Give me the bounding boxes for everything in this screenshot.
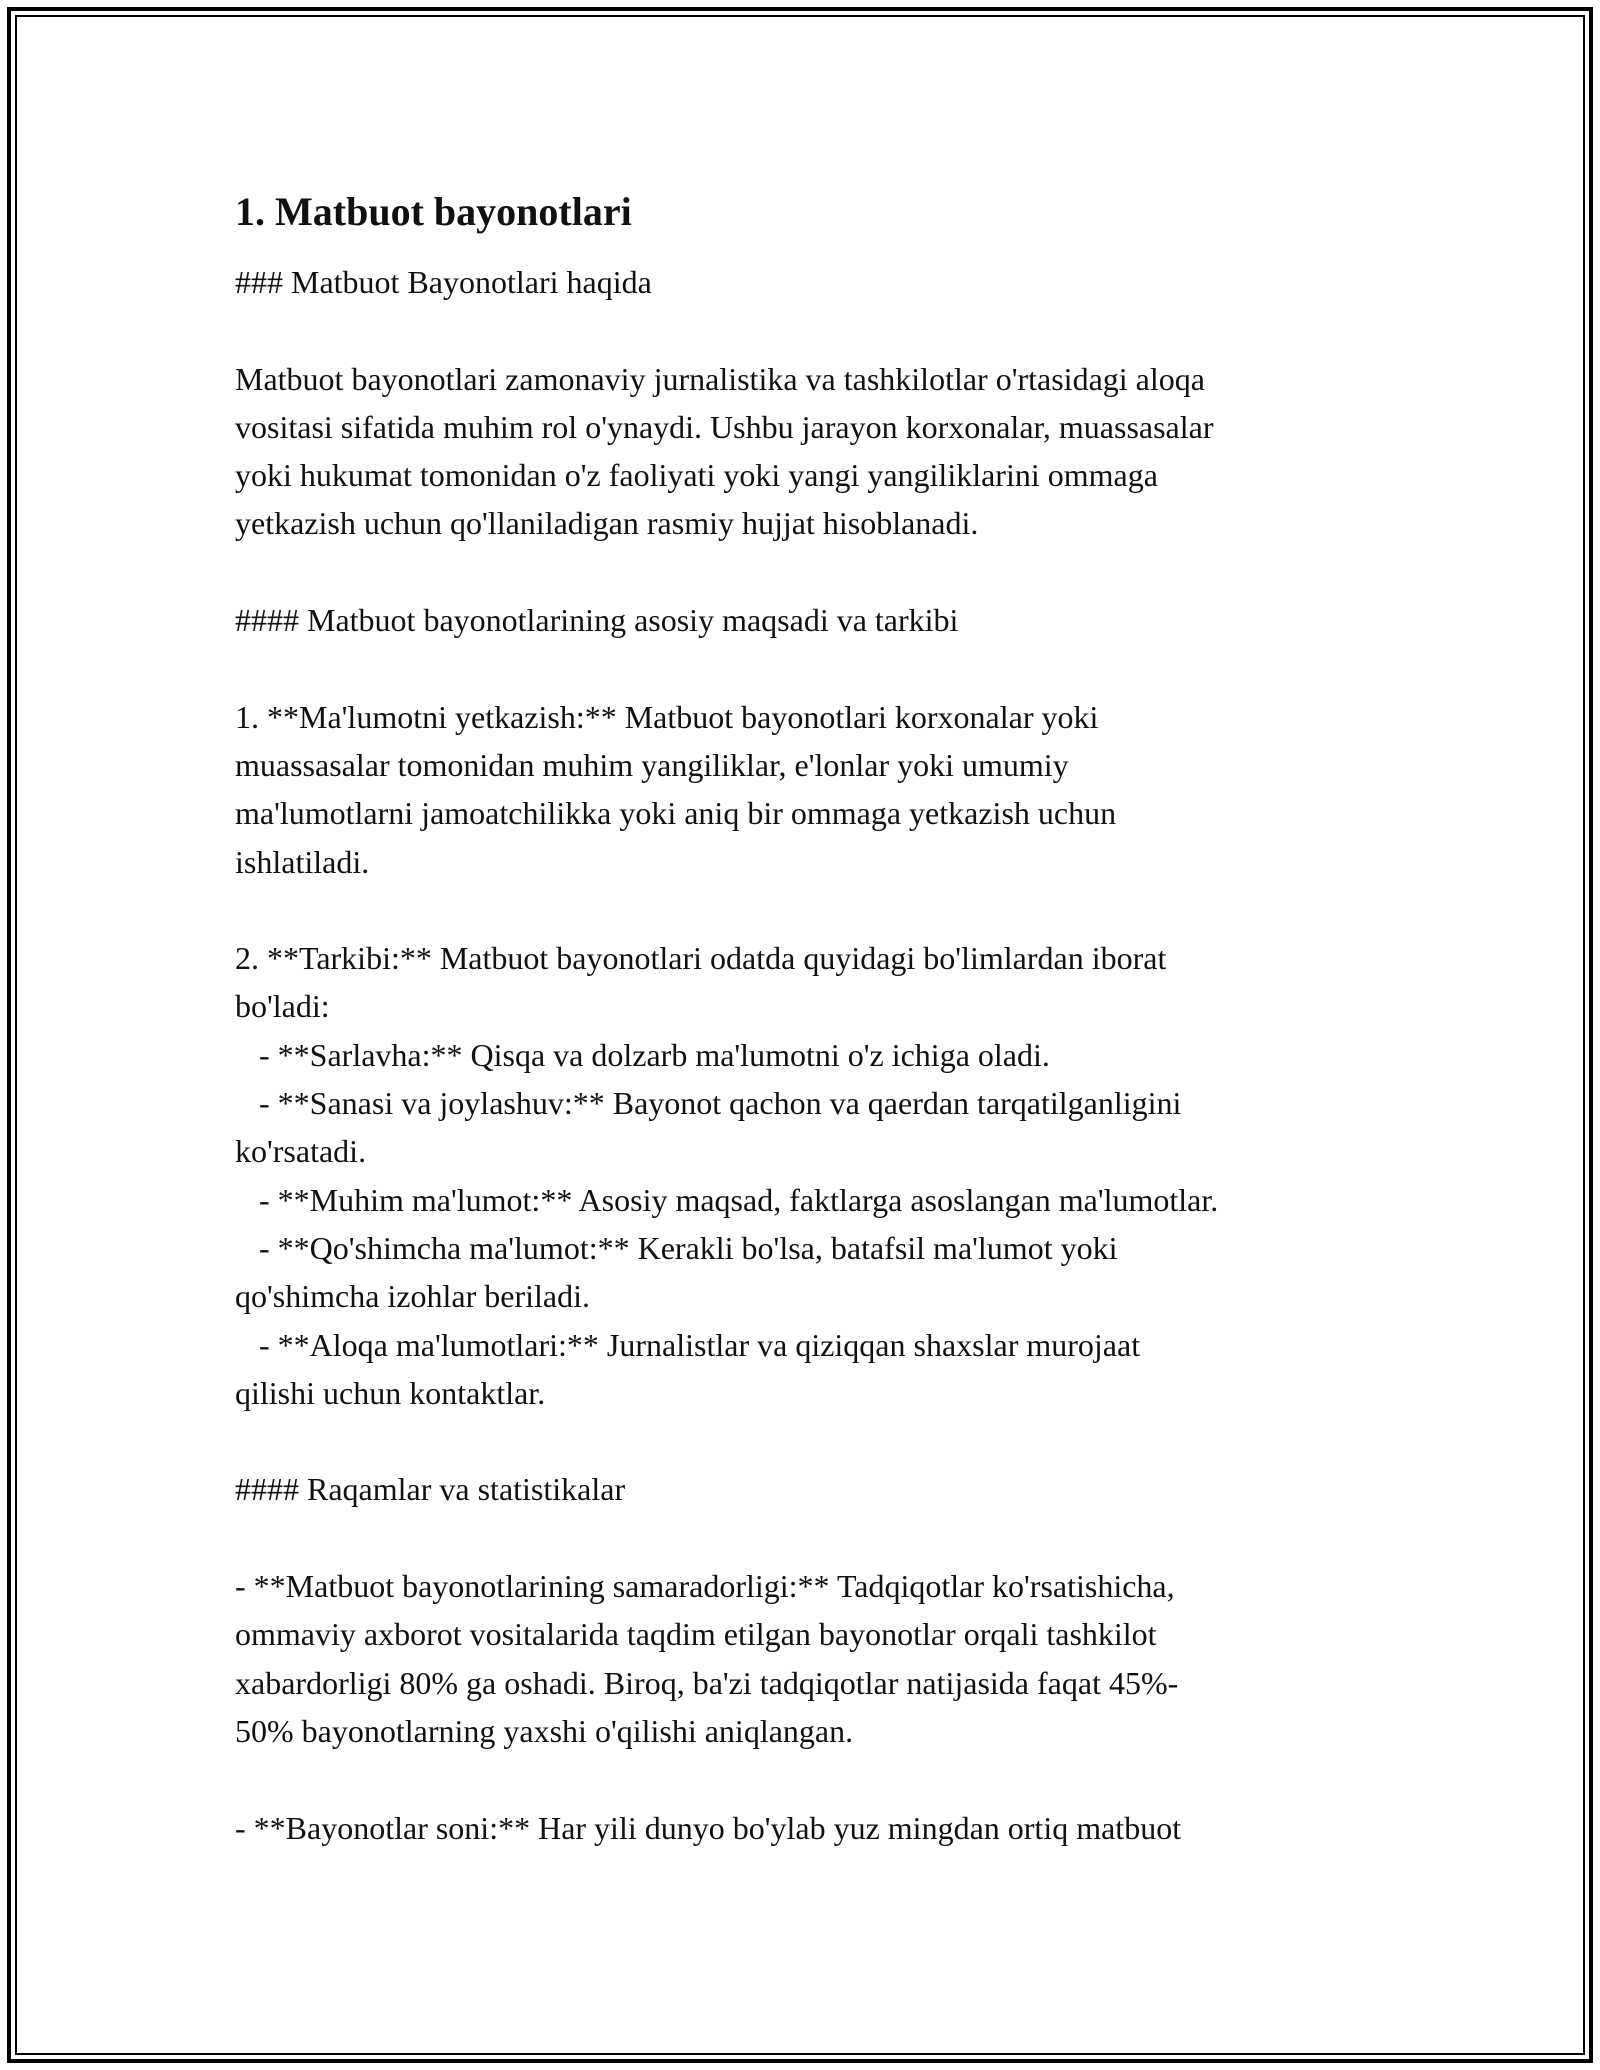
- text-line: 2. **Tarkibi:** Matbuot bayonotlari odatda quyidagi bo'limlardan iborat: [235, 940, 1167, 977]
- text-line: - **Muhim ma'lumot:** Asosiy maqsad, faktlarga asoslangan ma'lumotlar.: [235, 1181, 1219, 1218]
- text-line: yoki hukumat tomonidan o'z faoliyati yoki yangi yangiliklarini ommaga: [235, 457, 1158, 494]
- text-line: qo'shimcha izohlar beriladi.: [235, 1278, 590, 1315]
- text-line: qilishi uchun kontaktlar.: [235, 1374, 546, 1411]
- blank-line: [235, 1417, 1385, 1465]
- text-line: 50% bayonotlarning yaxshi o'qilishi aniqlangan.: [235, 1712, 854, 1749]
- text-line: muassasalar tomonidan muhim yangiliklar, e'lonlar yoki umumiy: [235, 746, 1069, 783]
- text-line: ma'lumotlarni jamoatchilikka yoki aniq bir ommaga yetkazish uchun: [235, 795, 1117, 832]
- text-line: #### Raqamlar va statistikalar: [235, 1471, 626, 1508]
- text-line: xabardorligi 80% ga oshadi. Biroq, ba'zi tadqiqotlar natijasida faqat 45%-: [235, 1664, 1179, 1701]
- blank-line: [235, 1514, 1385, 1562]
- text-line: - **Matbuot bayonotlarining samaradorligi:** Tadqiqotlar ko'rsatishicha,: [235, 1568, 1175, 1605]
- document-text: [235, 258, 1385, 1852]
- text-line: ommaviy axborot vositalarida taqdim etilgan bayonotlar orqali tashkilot: [235, 1616, 1157, 1653]
- document-body: [235, 188, 1385, 1852]
- text-line: 1. **Ma'lumotni yetkazish:** Matbuot bayonotlari korxonalar yoki: [235, 698, 1099, 735]
- text-line: #### Matbuot bayonotlarining asosiy maqsadi va tarkibi: [235, 602, 959, 639]
- blank-line: [235, 1755, 1385, 1803]
- text-line: - **Bayonotlar soni:** Har yili dunyo bo'ylab yuz mingdan ortiq matbuot: [235, 1809, 1182, 1846]
- text-line: - **Qo'shimcha ma'lumot:** Kerakli bo'lsa, batafsil ma'lumot yoki: [235, 1229, 1118, 1266]
- blank-line: [235, 644, 1385, 692]
- text-line: bo'ladi:: [235, 988, 330, 1025]
- text-line: ishlatiladi.: [235, 843, 370, 880]
- document-title: 1. Matbuot bayonotlari: [235, 189, 632, 234]
- text-line: ko'rsatadi.: [235, 1133, 367, 1170]
- text-line: vositasi sifatida muhim rol o'ynaydi. Ushbu jarayon korxonalar, muassasalar: [235, 408, 1214, 445]
- text-line: Matbuot bayonotlari zamonaviy jurnalistika va tashkilotlar o'rtasidagi aloqa: [235, 360, 1205, 397]
- blank-line: [235, 548, 1385, 596]
- text-line: ### Matbuot Bayonotlari haqida: [235, 264, 652, 300]
- text-line: yetkazish uchun qo'llaniladigan rasmiy hujjat hisoblanadi.: [235, 505, 979, 542]
- text-line: - **Sarlavha:** Qisqa va dolzarb ma'lumotni o'z ichiga oladi.: [235, 1036, 1050, 1073]
- blank-line: [235, 886, 1385, 934]
- text-line: - **Aloqa ma'lumotlari:** Jurnalistlar va qiziqqan shaxslar murojaat: [235, 1326, 1141, 1363]
- blank-line: [235, 306, 1385, 354]
- text-line: - **Sanasi va joylashuv:** Bayonot qachon va qaerdan tarqatilganligini: [235, 1085, 1182, 1122]
